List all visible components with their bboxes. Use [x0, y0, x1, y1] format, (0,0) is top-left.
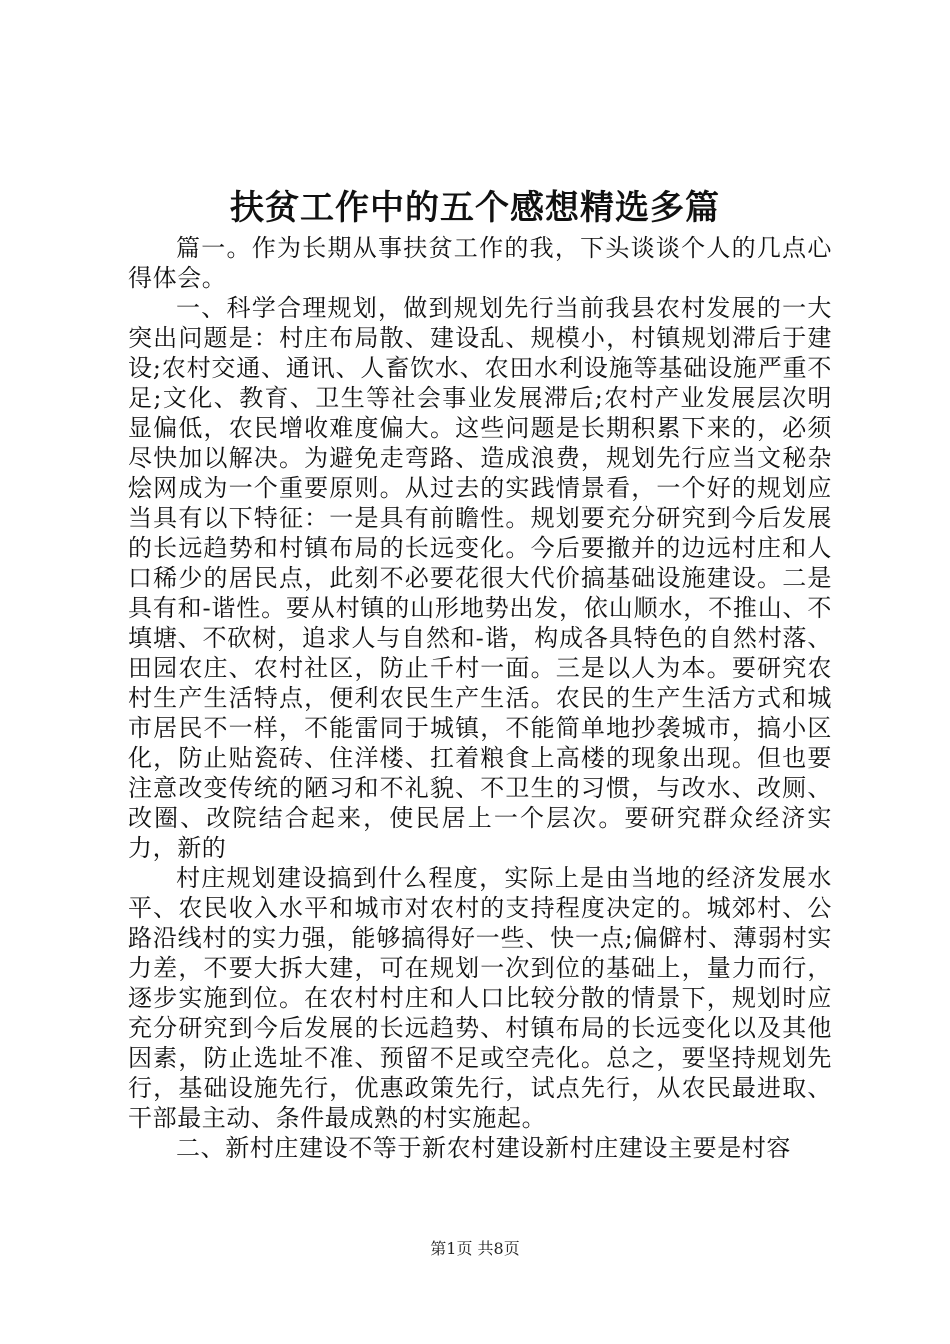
page-number-footer: 第1页 共8页 — [430, 1239, 520, 1258]
document-body — [128, 233, 832, 1163]
paragraph-section-two: 二、新村庄建设不等于新农村建设新村庄建设主要是村容 — [176, 1134, 791, 1162]
paragraph-village-planning: 村庄规划建设搞到什么程度，实际上是由当地的经济发展水平、农民收入水平和城市对农村的支持程度决定的。城郊村、公路沿线村的实力强，能够搞得好一些、快一点;偏僻村、薄弱村实力差，不要大拆大建，可在规划一次到位的基础上，量力而行，逐步实施到位。在农村村庄和人口比较分散的情景下，规划时应充分研究到今后发展的长远趋势、村镇布局的长远变化以及其他因素，防止选址不准、预留不足或空壳化。总之，要坚持规划先行，基础设施先行，优惠政策先行，试点先行，从农民最进取、干部最主动、条件最成熟的村实施起。 — [128, 864, 832, 1132]
paragraph-section-one: 一、科学合理规划，做到规划先行当前我县农村发展的一大突出问题是：村庄布局散、建设乱、规模小，村镇规划滞后于建设;农村交通、通讯、人畜饮水、农田水利设施等基础设施严重不足;文化、教育、卫生等社会事业发展滞后;农村产业发展层次明显偏低，农民增收难度偏大。这些问题是长期积累下来的，必须尽快加以解决。为避免走弯路、造成浪费，规划先行应当文秘杂烩网成为一个重要原则。从过去的实践情景看，一个好的规划应当具有以下特征：一是具有前瞻性。规划要充分研究到今后发展的长远趋势和村镇布局的长远变化。今后要撤并的边远村庄和人口稀少的居民点，此刻不必要花很大代价搞基础设施建设。二是具有和-谐性。要从村镇的山形地势出发，依山顺水，不推山、不填塘、不砍树，追求人与自然和-谐，构成各具特色的自然村落、田园农庄、农村社区，防止千村一面。三是以人为本。要研究农村生产生活特点，便利农民生产生活。农民的生产生活方式和城市居民不一样，不能雷同于城镇，不能简单地抄袭城市，搞小区化，防止贴瓷砖、住洋楼、扛着粮食上高楼的现象出现。但也要注意改变传统的陋习和不礼貌、不卫生的习惯，与改水、改厕、改圈、改院结合起来，使民居上一个层次。要研究群众经济实力，新的 — [128, 294, 832, 862]
paragraph-intro: 篇一。作为长期从事扶贫工作的我，下头谈谈个人的几点心得体会。 — [128, 234, 832, 292]
document-title: 扶贫工作中的五个感想精选多篇 — [230, 188, 720, 228]
